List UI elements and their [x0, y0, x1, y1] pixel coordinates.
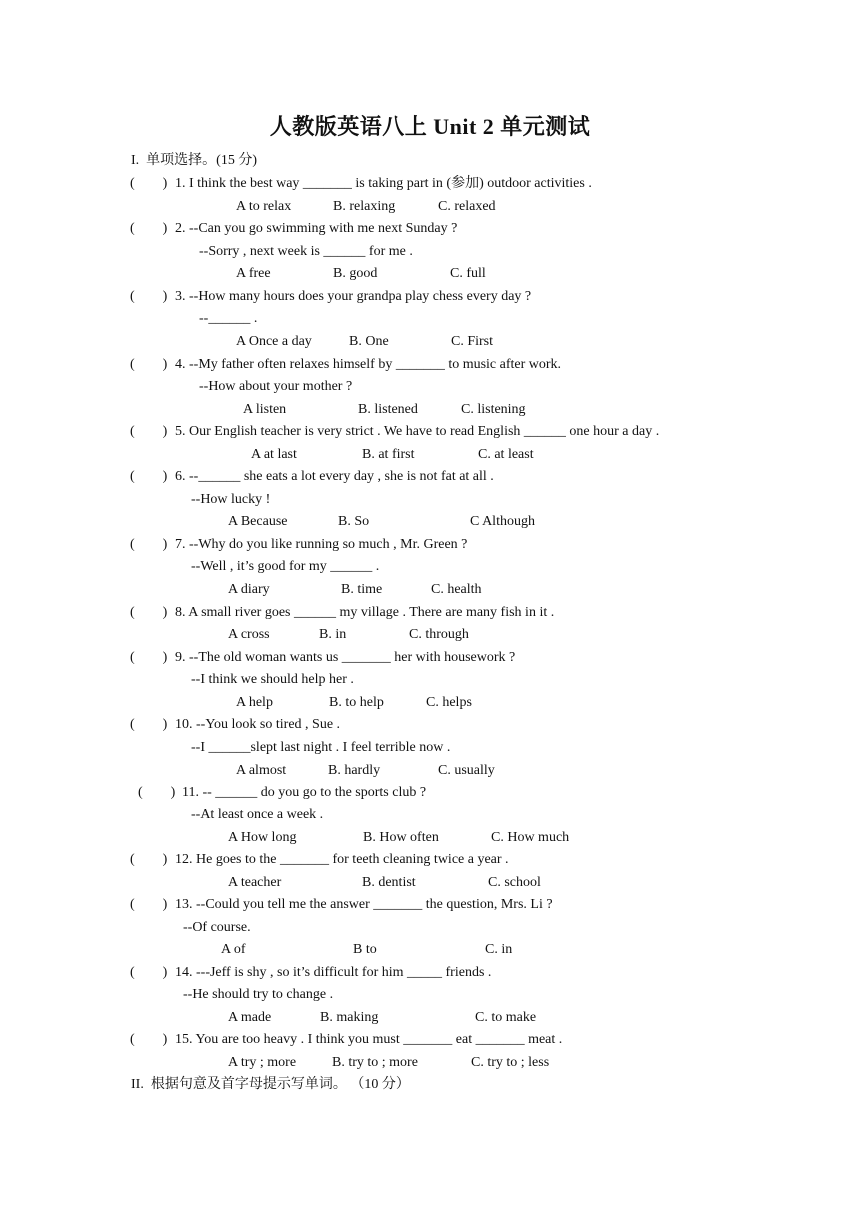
answer-bracket[interactable]: ( ) [130, 357, 168, 372]
answer-bracket[interactable]: ( ) [130, 965, 168, 980]
answer-bracket[interactable]: ( ) [130, 221, 168, 236]
answer-bracket[interactable]: ( ) [138, 785, 176, 800]
option-15-c: C. try to ; less [471, 1055, 550, 1070]
question-2-response: --Sorry , next week is ______ for me . [199, 244, 413, 259]
option-14-c: C. to make [475, 1010, 537, 1025]
option-4-a: A listen [243, 402, 287, 417]
option-7-c: C. health [431, 582, 482, 597]
option-3-b: B. One [349, 334, 389, 349]
question-11: 11. -- ______ do you go to the sports club ? [182, 785, 427, 800]
option-14-a: A made [228, 1010, 272, 1025]
answer-bracket[interactable]: ( ) [130, 176, 168, 191]
question-7-response: --Well , it’s good for my ______ . [191, 559, 380, 574]
answer-bracket[interactable]: ( ) [130, 469, 168, 484]
option-15-b: B. try to ; more [332, 1055, 418, 1070]
answer-bracket[interactable]: ( ) [130, 1032, 168, 1047]
option-11-b: B. How often [363, 830, 439, 845]
answer-bracket[interactable]: ( ) [130, 289, 168, 304]
option-11-c: C. How much [491, 830, 570, 845]
question-4-response: --How about your mother ? [199, 379, 353, 394]
option-1-a: A to relax [236, 199, 292, 214]
option-13-c: C. in [485, 942, 513, 957]
option-14-b: B. making [320, 1010, 379, 1025]
question-15: 15. You are too heavy . I think you must _______ eat _______ meat . [175, 1032, 563, 1047]
option-5-b: B. at first [362, 447, 415, 462]
question-13-response: --Of course. [183, 920, 251, 935]
option-10-c: C. usually [438, 763, 495, 778]
option-4-c: C. listening [461, 402, 526, 417]
option-3-c: C. First [451, 334, 494, 349]
section-1-heading: I. 单项选择。(15 分) [131, 153, 257, 168]
answer-bracket[interactable]: ( ) [130, 852, 168, 867]
option-6-a: A Because [228, 514, 288, 529]
option-6-c: C Although [470, 514, 535, 529]
option-9-c: C. helps [426, 695, 472, 710]
option-15-a: A try ; more [228, 1055, 297, 1070]
option-5-a: A at last [251, 447, 297, 462]
question-5: 5. Our English teacher is very strict . We have to read English ______ one hour a day . [175, 424, 660, 439]
section-2-heading: II. 根据句意及首字母提示写单词。 （10 分） [131, 1077, 410, 1092]
question-6: 6. --______ she eats a lot every day , she is not fat at all . [175, 469, 494, 484]
page-title: 人教版英语八上 Unit 2 单元测试 [269, 114, 591, 139]
question-12: 12. He goes to the _______ for teeth cleaning twice a year . [175, 852, 509, 867]
question-9: 9. --The old woman wants us _______ her with housework ? [175, 650, 516, 665]
option-2-b: B. good [333, 266, 378, 281]
option-2-a: A free [236, 266, 271, 281]
question-10-response: --I ______slept last night . I feel terrible now . [191, 740, 451, 755]
answer-bracket[interactable]: ( ) [130, 650, 168, 665]
option-8-c: C. through [409, 627, 469, 642]
option-7-a: A diary [228, 582, 270, 597]
question-3-response: --______ . [199, 311, 258, 326]
answer-bracket[interactable]: ( ) [130, 717, 168, 732]
option-8-b: B. in [319, 627, 347, 642]
option-12-c: C. school [488, 875, 541, 890]
option-2-c: C. full [450, 266, 486, 281]
question-14-response: --He should try to change . [183, 987, 334, 1002]
answer-bracket[interactable]: ( ) [130, 424, 168, 439]
option-1-b: B. relaxing [333, 199, 396, 214]
option-10-a: A almost [236, 763, 287, 778]
question-4: 4. --My father often relaxes himself by _______ to music after work. [175, 357, 562, 372]
question-1: 1. I think the best way _______ is taking part in (参加) outdoor activities . [175, 176, 592, 191]
question-10: 10. --You look so tired , Sue . [175, 717, 341, 732]
question-8: 8. A small river goes ______ my village . There are many fish in it . [175, 605, 555, 620]
option-13-a: A of [221, 942, 246, 957]
option-7-b: B. time [341, 582, 383, 597]
question-14: 14. ---Jeff is shy , so it’s difficult for him _____ friends . [175, 965, 492, 980]
option-8-a: A cross [228, 627, 270, 642]
option-13-b: B to [353, 942, 377, 957]
option-12-a: A teacher [228, 875, 282, 890]
option-9-b: B. to help [329, 695, 384, 710]
question-7: 7. --Why do you like running so much , Mr. Green ? [175, 537, 468, 552]
question-13: 13. --Could you tell me the answer _______ the question, Mrs. Li ? [175, 897, 553, 912]
option-4-b: B. listened [358, 402, 418, 417]
question-6-response: --How lucky ! [191, 492, 271, 507]
option-3-a: A Once a day [236, 334, 312, 349]
option-12-b: B. dentist [362, 875, 416, 890]
answer-bracket[interactable]: ( ) [130, 605, 168, 620]
question-9-response: --I think we should help her . [191, 672, 354, 687]
option-5-c: C. at least [478, 447, 534, 462]
question-2: 2. --Can you go swimming with me next Sunday ? [175, 221, 458, 236]
option-11-a: A How long [228, 830, 297, 845]
question-11-response: --At least once a week . [191, 807, 324, 822]
option-1-c: C. relaxed [438, 199, 496, 214]
answer-bracket[interactable]: ( ) [130, 897, 168, 912]
option-6-b: B. So [338, 514, 370, 529]
option-9-a: A help [236, 695, 273, 710]
question-3: 3. --How many hours does your grandpa play chess every day ? [175, 289, 532, 304]
option-10-b: B. hardly [328, 763, 381, 778]
answer-bracket[interactable]: ( ) [130, 537, 168, 552]
